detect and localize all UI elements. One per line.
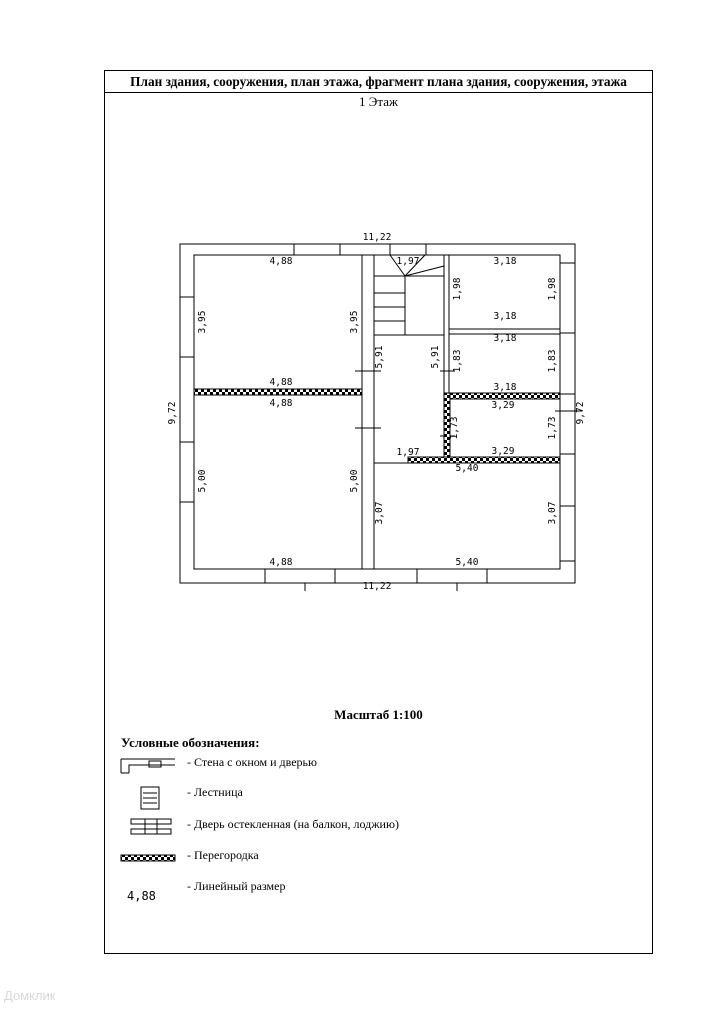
dim-room-b-left: 5,00: [197, 469, 208, 493]
dim-left-total: 9,72: [167, 401, 178, 425]
floor-label: 1 Этаж: [359, 94, 398, 109]
legend-item-glass-door: - Дверь остекленная (на балкон, лоджию): [187, 817, 399, 831]
dim-room-b-bottom: 4,88: [269, 557, 293, 568]
glass-door-symbol: [131, 819, 171, 824]
dim-room-a-left: 3,95: [197, 310, 208, 334]
dim-hall-width: 1,97: [396, 447, 420, 458]
window: [294, 244, 340, 255]
window: [560, 394, 575, 454]
dim-bottom-total: 11,22: [362, 581, 392, 592]
dim-room-d-top: 3,18: [493, 333, 517, 344]
interior-wall-right: [444, 255, 449, 393]
dim-room-e-right: 1,73: [547, 416, 558, 440]
legend-item-stair: - Лестница: [187, 785, 243, 799]
window: [180, 297, 194, 357]
window: [417, 569, 487, 583]
dim-room-c-top: 3,18: [493, 256, 517, 267]
dim-top-total: 11,22: [362, 232, 392, 243]
dim-room-f-left: 3,07: [374, 501, 385, 525]
dim-room-d-right: 1,83: [547, 349, 558, 373]
window: [560, 263, 575, 333]
dim-room-f-top: 5,40: [455, 463, 479, 474]
legend-item-partition: - Перегородка: [187, 848, 259, 862]
dim-room-a-top: 4,88: [269, 256, 293, 267]
legend-item-dimension: - Линейный размер: [187, 879, 286, 893]
wall-symbol: [121, 759, 175, 773]
legend-title: Условные обозначения:: [121, 735, 260, 750]
dim-corridor-right: 5,91: [430, 345, 441, 369]
outer-wall-outline: [180, 244, 575, 583]
dim-room-e-bottom: 3,29: [491, 446, 515, 457]
dim-room-e-left: 1,73: [449, 416, 460, 440]
dim-right-total: 9,72: [575, 401, 586, 425]
floor-plan: [105, 71, 652, 631]
dim-room-f-right: 3,07: [547, 501, 558, 525]
dim-room-c-right: 1,98: [547, 277, 558, 301]
partition: [444, 393, 560, 399]
partition: [408, 457, 560, 463]
page-title: План здания, сооружения, план этажа, фрагмент плана здания, сооружения, этажа: [105, 71, 652, 93]
window: [390, 244, 426, 255]
window: [180, 442, 194, 502]
dim-room-b-top: 4,88: [269, 398, 293, 409]
dim-room-b-right: 5,00: [349, 469, 360, 493]
dim-room-a-right: 3,95: [349, 310, 360, 334]
dim-corridor-left: 5,91: [374, 345, 385, 369]
legend-symbols: [119, 755, 179, 875]
dim-room-d-bottom: 3,18: [493, 382, 517, 393]
dim-room-d-left: 1,83: [452, 349, 463, 373]
window: [265, 569, 335, 583]
scale-label: Масштаб 1:100: [334, 707, 423, 722]
partition: [194, 389, 362, 395]
dim-room-f-bottom: 5,40: [455, 557, 479, 568]
legend-sample-size: 4,88: [127, 889, 156, 903]
staircase: [374, 255, 444, 335]
dim-room-c-left: 1,98: [452, 277, 463, 301]
interior-wall-left: [362, 255, 374, 569]
watermark-logo: Домклик: [4, 988, 56, 1003]
drawing-frame: [104, 70, 653, 954]
legend-item-wall: - Стена с окном и дверью: [187, 755, 317, 769]
window: [560, 506, 575, 561]
partition-symbol: [121, 855, 175, 861]
dim-room-a-bottom: 4,88: [269, 377, 293, 388]
window-symbol: [149, 761, 161, 767]
dim-stair-width: 1,97: [396, 256, 420, 267]
dim-room-c-bottom: 3,18: [493, 311, 517, 322]
dim-room-e-top: 3,29: [491, 400, 515, 411]
